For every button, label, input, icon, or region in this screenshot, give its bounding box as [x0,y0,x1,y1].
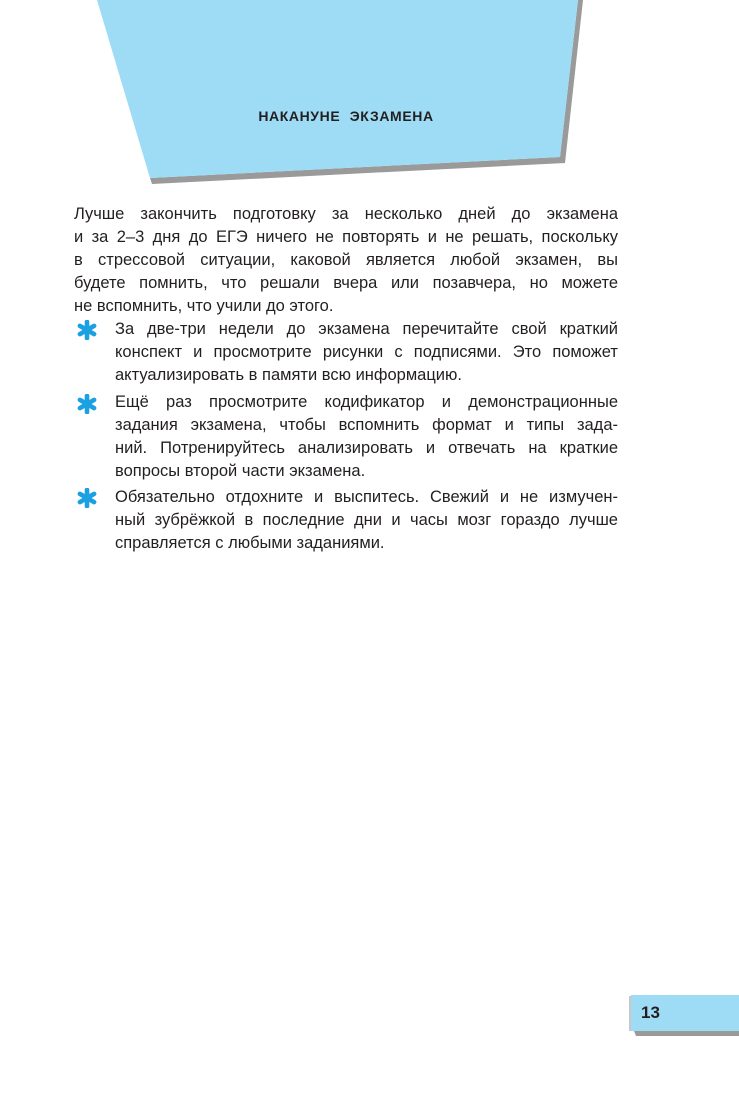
tip-line: ный зубрёжкой в последние дни и часы мозг гораздо лучше [115,511,618,529]
header-banner-shape [97,0,578,178]
intro-line: не вспомнить, что учили до этого. [74,297,334,315]
tip-item [115,391,618,483]
tip-line: Обязательно отдохните и выспитесь. Свежий и не измучен- [115,488,618,506]
intro-line: будете помнить, что решали вчера или позавчера, но можете [74,274,618,292]
page-number-tab-shadow [634,1031,739,1036]
intro-paragraph [74,203,618,318]
page-title: НАКАНУНЕ ЭКЗАМЕНА [258,108,434,124]
page-number-tab [620,990,739,1040]
tip-line: справляется с любыми заданиями. [115,534,385,552]
asterisk-icon [77,320,97,340]
intro-line: в стрессовой ситуации, каковой является любой экзамен, вы [74,251,618,269]
tip-line: Ещё раз просмотрите кодификатор и демонстрационные [115,393,618,411]
tip-line: конспект и просмотрите рисунки с подписями. Это поможет [115,343,618,361]
intro-line: и за 2–3 дня до ЕГЭ ничего не повторять и не решать, поскольку [74,228,618,246]
header-banner [0,0,739,200]
tip-item [115,318,618,387]
tip-line: вопросы второй части экзамена. [115,462,366,480]
asterisk-icon [77,394,97,414]
tip-line: задания экзамена, чтобы вспомнить формат и типы зада- [115,416,618,434]
intro-line: Лучше закончить подготовку за несколько дней до экзамена [74,205,618,223]
tip-line: За две-три недели до экзамена перечитайте свой краткий [115,320,618,338]
tip-line: актуализировать в памяти всю информацию. [115,366,462,384]
tip-item [115,486,618,555]
page-number: 13 [641,1003,660,1022]
asterisk-icon [77,488,97,508]
tip-line: ний. Потренируйтесь анализировать и отвечать на краткие [115,439,618,457]
